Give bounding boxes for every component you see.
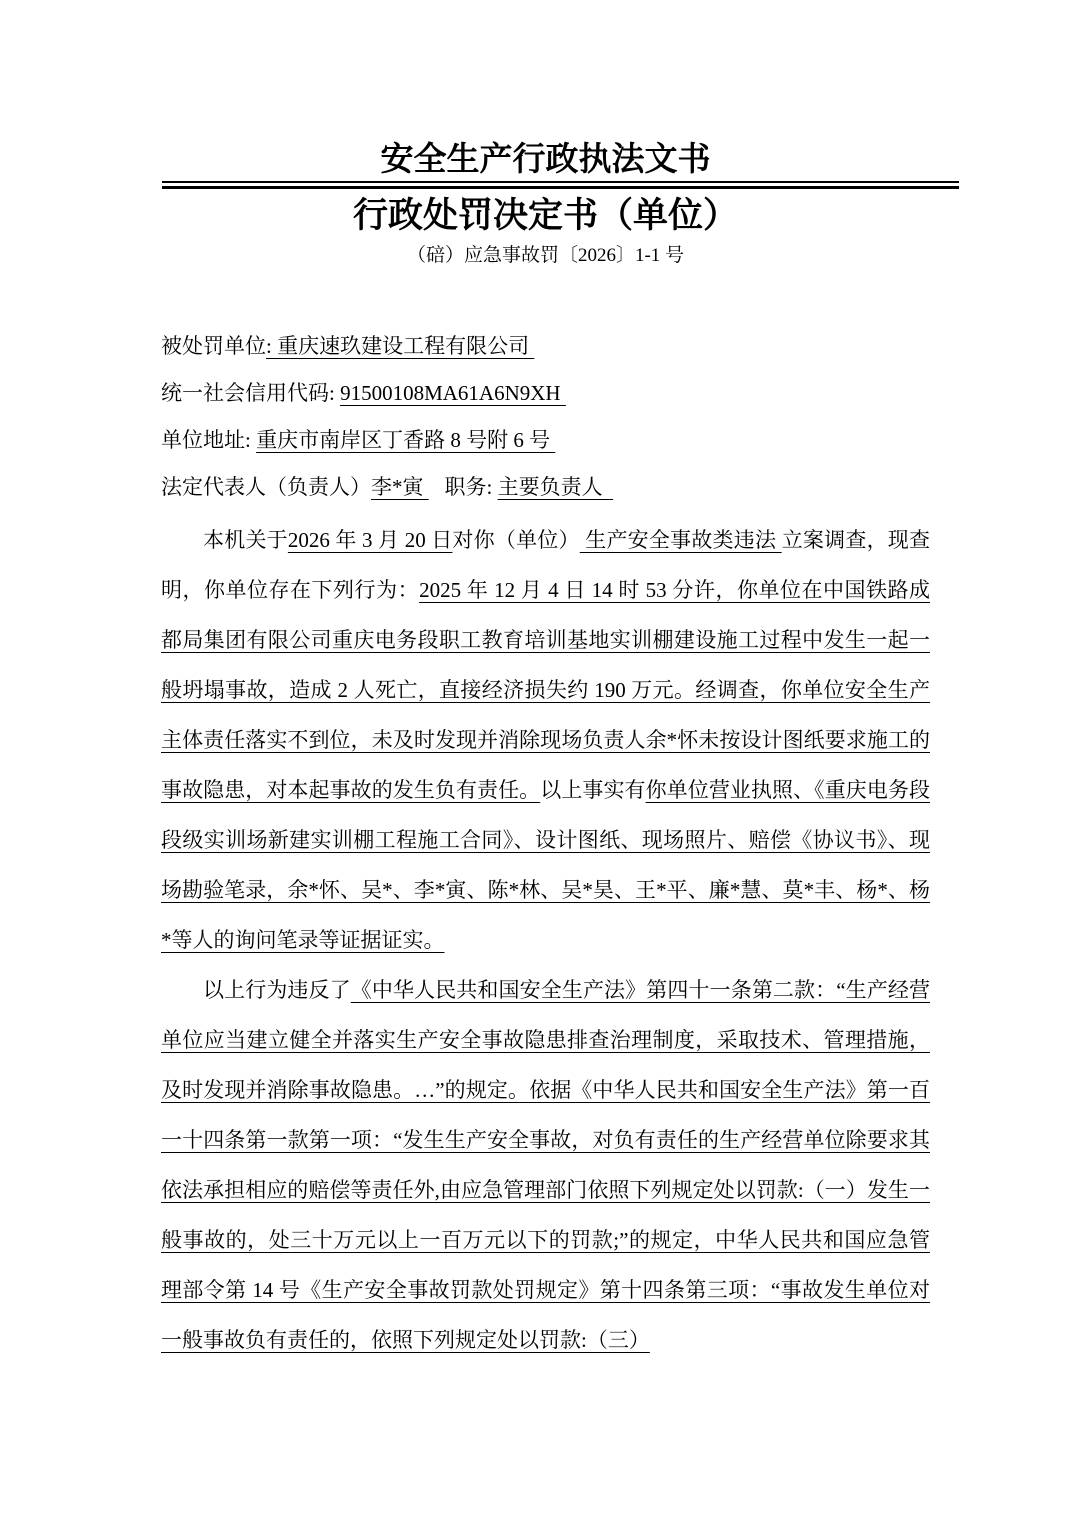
template-text: 以上行为违反了	[203, 978, 351, 1002]
filled-in-text: 你单位营业执照、《重庆电务段段级实训场新建实训棚工程施工合同》、设计图纸、现场照片、赔偿《协议书》、现场勘验笔录，余*怀、吴*、李*寅、陈*林、吴*昊、王*平、廉*慧、莫*丰、杨*、杨*等人的询问笔录等证据证实。	[161, 778, 931, 952]
filled-in-text: 生产安全事故类违法	[579, 528, 782, 552]
filled-in-text: : 重庆速玖建设工程有限公司	[266, 334, 535, 358]
doc-title: 行政处罚决定书（单位）	[352, 196, 738, 235]
field-credit-code	[161, 370, 930, 417]
document-body	[161, 515, 930, 1365]
header-title: 安全生产行政执法文书	[380, 140, 711, 177]
filled-in-text: 2025 年 12 月 4 日 14 时 53 分许，你单位在中国铁路成都局集团有限公司重庆电务段职工教育培训基地实训棚建设施工过程中发生一起一般坍塌事故，造成 2 人死亡，直接经济损失约 190 万元。经调查，你单位安全生产主体责任落实不到位，未及时发现并消除现场负责人余*怀未按设计图纸要求施工的事故隐患，对本起事故的发生负有责任。	[161, 578, 931, 802]
filled-in-text: 91500108MA61A6N9XH	[340, 381, 566, 405]
template-text: 对你（单位）	[452, 528, 580, 552]
filled-in-text: 《中华人民共和国安全生产法》第四十一条第二款：“生产经营单位应当建立健全并落实生产安全事故隐患排查治理制度，采取技术、管理措施，及时发现并消除事故隐患。…”的规定。依据《中华人民共和国安全生产法》第一百一十四条第一款第一项：“发生生产安全事故，对负有责任的生产经营单位除要求其依法承担相应的赔偿等责任外,由应急管理部门依照下列规定处以罚款:（一）发生一般事故的，处三十万元以上一百万元以下的罚款;”的规定，中华人民共和国应急管理部令第 14 号《生产安全事故罚款处罚规定》第十四条第三项：“事故发生单位对一般事故负有责任的，依照下列规定处以罚款:（三）	[161, 978, 930, 1352]
document-header	[161, 138, 930, 269]
template-text: 职务:	[428, 475, 498, 499]
template-text: 单位地址:	[161, 428, 257, 452]
double-rule-divider	[162, 181, 959, 189]
filled-in-text: 2026 年 3 月 20 日	[287, 528, 453, 552]
paragraph-legal-basis	[161, 965, 930, 1365]
filled-in-text: 主要负责人	[497, 475, 614, 499]
template-text: 被处罚单位	[161, 334, 266, 358]
filled-in-text: 李*寅	[371, 475, 429, 499]
info-fields	[161, 323, 930, 511]
template-text: 以上事实有	[540, 778, 646, 802]
field-penalized-unit	[161, 323, 930, 370]
paragraph-facts	[161, 515, 930, 965]
template-text: 立案调查，现查明，你单位存在下列行为：	[161, 528, 931, 602]
filled-in-text: 重庆市南岸区丁香路 8 号附 6 号	[256, 428, 556, 452]
doc-number: （碚）应急事故罚〔2026〕1-1 号	[406, 245, 685, 266]
field-legal-representative	[161, 464, 930, 511]
template-text: 法定代表人（负责人）	[161, 475, 371, 499]
template-text: 统一社会信用代码:	[161, 381, 341, 405]
field-unit-address	[161, 417, 930, 464]
template-text: 本机关于	[203, 528, 288, 552]
